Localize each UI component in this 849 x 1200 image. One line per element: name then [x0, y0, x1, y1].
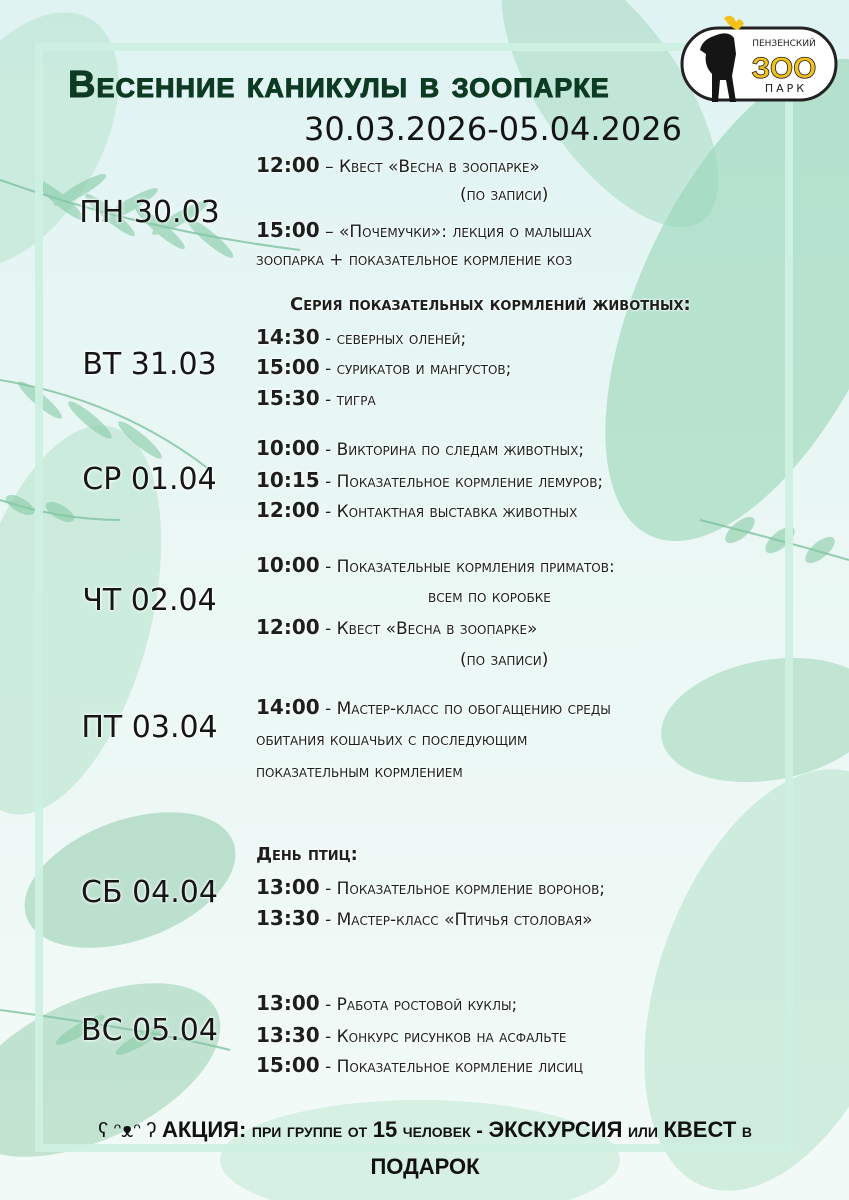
event-time: 12:00 — [256, 498, 320, 522]
event-line — [460, 180, 548, 210]
event-time: 14:30 — [256, 325, 320, 349]
page-title: Весенние каникулы в зоопарке — [68, 64, 610, 106]
event-text: - Викторина по следам животных; — [319, 440, 585, 460]
event-text: - Квест «Весна в зоопарке» — [319, 619, 538, 639]
promo-emoji: ʕ ᵔᴥᵔ ʔ — [98, 1120, 157, 1142]
event-text: – «Почемучки»: лекция о малышах — [319, 222, 592, 242]
event-time: 13:30 — [256, 1023, 320, 1047]
day-label: СР 01.04 — [82, 462, 217, 497]
event-line — [256, 433, 786, 465]
event-text: - Конкурс рисунков на асфальте — [319, 1027, 567, 1047]
event-text: - Показательное кормление лисиц — [319, 1057, 583, 1077]
event-line — [460, 645, 548, 675]
event-line — [256, 612, 786, 644]
event-line — [256, 840, 786, 870]
event-text: - северных оленей; — [319, 329, 467, 349]
event-line — [290, 290, 820, 320]
logo-mid-text: ЗОО — [751, 52, 817, 85]
event-line — [256, 725, 786, 755]
event-text: День птиц: — [256, 844, 358, 865]
event-text: обитания кошачьих с последующим — [256, 730, 528, 750]
event-time: 10:00 — [256, 553, 320, 577]
event-line — [256, 150, 786, 182]
event-text: зоопарка + показательное кормление коз — [256, 250, 573, 270]
date-range: 30.03.2026-05.04.2026 — [304, 110, 682, 148]
logo-bottom-text: ПАРК — [764, 82, 808, 95]
event-line — [256, 215, 786, 247]
event-text: (по записи) — [460, 650, 549, 670]
event-text: – Квест «Весна в зоопарке» — [319, 157, 540, 177]
event-line — [256, 495, 786, 527]
event-text: - Показательное кормление воронов; — [319, 879, 606, 899]
event-text: - Мастер-класс «Птичья столовая» — [319, 910, 593, 930]
event-time: 13:00 — [256, 875, 320, 899]
event-line — [256, 465, 786, 497]
event-time: 15:00 — [256, 355, 320, 379]
event-line — [256, 692, 786, 724]
promo-gift: ПОДАРОК — [370, 1154, 480, 1179]
event-line — [256, 352, 786, 384]
event-line — [256, 322, 786, 354]
promo-text-3: в — [736, 1120, 752, 1142]
promo-or: или — [622, 1120, 664, 1142]
promo-text-1: при группе от — [246, 1120, 373, 1142]
event-time: 12:00 — [256, 153, 320, 177]
event-line — [256, 550, 786, 582]
event-time: 13:30 — [256, 906, 320, 930]
promo-quest: КВЕСТ — [663, 1117, 737, 1142]
event-time: 14:00 — [256, 695, 320, 719]
event-time: 13:00 — [256, 991, 320, 1015]
event-line — [256, 1020, 786, 1052]
event-time: 15:00 — [256, 1053, 320, 1077]
promo-banner — [40, 1112, 810, 1186]
event-line — [256, 757, 786, 787]
promo-text-2: человек - — [397, 1120, 489, 1142]
event-text: всем по коробке — [428, 587, 551, 607]
event-text: - Мастер-класс по обогащению среды — [319, 699, 611, 719]
event-time: 10:15 — [256, 468, 320, 492]
event-time: 15:00 — [256, 218, 320, 242]
day-label: ВТ 31.03 — [82, 347, 217, 382]
event-line — [256, 988, 786, 1020]
event-text: Серия показательных кормлений животных: — [290, 294, 691, 315]
event-line — [256, 383, 786, 415]
event-time: 15:30 — [256, 386, 320, 410]
event-text: (по записи) — [460, 185, 549, 205]
day-label: ЧТ 02.04 — [82, 583, 217, 618]
day-label: СБ 04.04 — [81, 875, 218, 910]
event-text: - Показательное кормление лемуров; — [319, 472, 604, 492]
event-text: - Показательные кормления приматов: — [319, 557, 615, 577]
day-label: ВС 05.04 — [81, 1013, 218, 1048]
event-line — [428, 582, 551, 612]
event-line — [256, 872, 786, 904]
event-text: - Контактная выставка животных — [319, 502, 578, 522]
promo-label: АКЦИЯ: — [161, 1117, 247, 1142]
zoo-logo — [680, 14, 840, 104]
event-time: 12:00 — [256, 615, 320, 639]
promo-number: 15 — [372, 1117, 398, 1142]
event-line — [256, 903, 786, 935]
event-line — [256, 1050, 786, 1082]
event-line — [256, 245, 786, 275]
event-text: - Работа ростовой куклы; — [319, 995, 518, 1015]
event-text: - тигра — [319, 390, 376, 410]
event-text: показательным кормлением — [256, 762, 463, 782]
event-time: 10:00 — [256, 436, 320, 460]
logo-top-text: ПЕНЗЕНСКИЙ — [752, 39, 816, 49]
promo-excursion: ЭКСКУРСИЯ — [488, 1117, 623, 1142]
event-text: - сурикатов и мангустов; — [319, 359, 512, 379]
day-label: ПН 30.03 — [79, 195, 220, 230]
day-label: ПТ 03.04 — [81, 710, 218, 745]
